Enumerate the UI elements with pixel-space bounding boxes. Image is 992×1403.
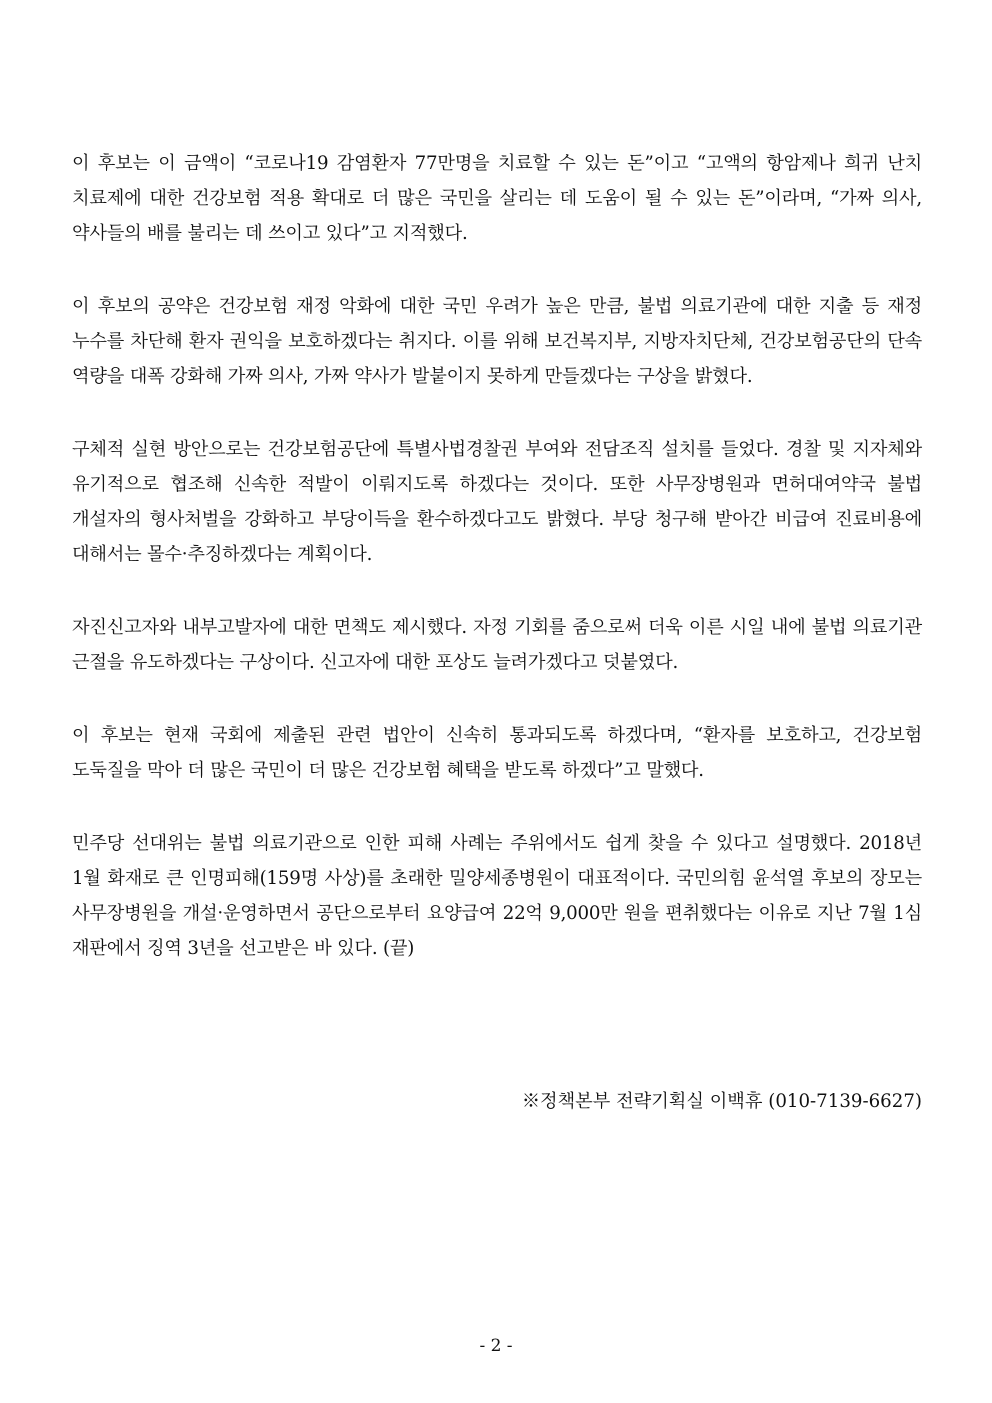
page-number: - 2 - — [479, 1336, 513, 1356]
contact-line: ※정책본부 전략기획실 이백휴 (010-7139-6627) — [521, 1091, 922, 1112]
paragraph-6: 민주당 선대위는 불법 의료기관으로 인한 피해 사례는 주위에서도 쉽게 찾을 수 있다고 설명했다. 2018년 1월 화재로 큰 인명피해(159명 사상)를 초래한 밀양세종병원이 대표적이다. 국민의힘 윤석열 후보의 장모는 사무장병원을 개설·운영하면서 공단으로부터 요양급여 22억 9,000만 원을 편취했다는 이유로 지난 7월 1심 재판에서 징역 3년을 선고받은 바 있다. (끝) — [72, 833, 922, 959]
document-body — [72, 146, 922, 1004]
paragraph-2: 이 후보의 공약은 건강보험 재정 악화에 대한 국민 우려가 높은 만큼, 불법 의료기관에 대한 지출 등 재정 누수를 차단해 환자 권익을 보호하겠다는 취지다. 이를 위해 보건복지부, 지방자치단체, 건강보험공단의 단속 역량을 대폭 강화해 가짜 의사, 가짜 약사가 발붙이지 못하게 만들겠다는 구상을 밝혔다. — [72, 296, 922, 387]
paragraph-1: 이 후보는 이 금액이 “코로나19 감염환자 77만명을 치료할 수 있는 돈”이고 “고액의 항암제나 희귀 난치 치료제에 대한 건강보험 적용 확대로 더 많은 국민을 살리는 데 도움이 될 수 있는 돈”이라며, “가짜 의사, 약사들의 배를 불리는 데 쓰이고 있다”고 지적했다. — [72, 153, 922, 244]
paragraph-3: 구체적 실현 방안으로는 건강보험공단에 특별사법경찰권 부여와 전담조직 설치를 들었다. 경찰 및 지자체와 유기적으로 협조해 신속한 적발이 이뤄지도록 하겠다는 것이다. 또한 사무장병원과 면허대여약국 불법 개설자의 형사처벌을 강화하고 부당이득을 환수하겠다고도 밝혔다. 부당 청구해 받아간 비급여 진료비용에 대해서는 몰수·추징하겠다는 계획이다. — [72, 439, 922, 565]
paragraph-5: 이 후보는 현재 국회에 제출된 관련 법안이 신속히 통과되도록 하겠다며, “환자를 보호하고, 건강보험 도둑질을 막아 더 많은 국민이 더 많은 건강보험 혜택을 받도록 하겠다”고 말했다. — [72, 725, 922, 781]
paragraph-4: 자진신고자와 내부고발자에 대한 면책도 제시했다. 자정 기회를 줌으로써 더욱 이른 시일 내에 불법 의료기관 근절을 유도하겠다는 구상이다. 신고자에 대한 포상도 늘려가겠다고 덧붙였다. — [72, 617, 922, 673]
